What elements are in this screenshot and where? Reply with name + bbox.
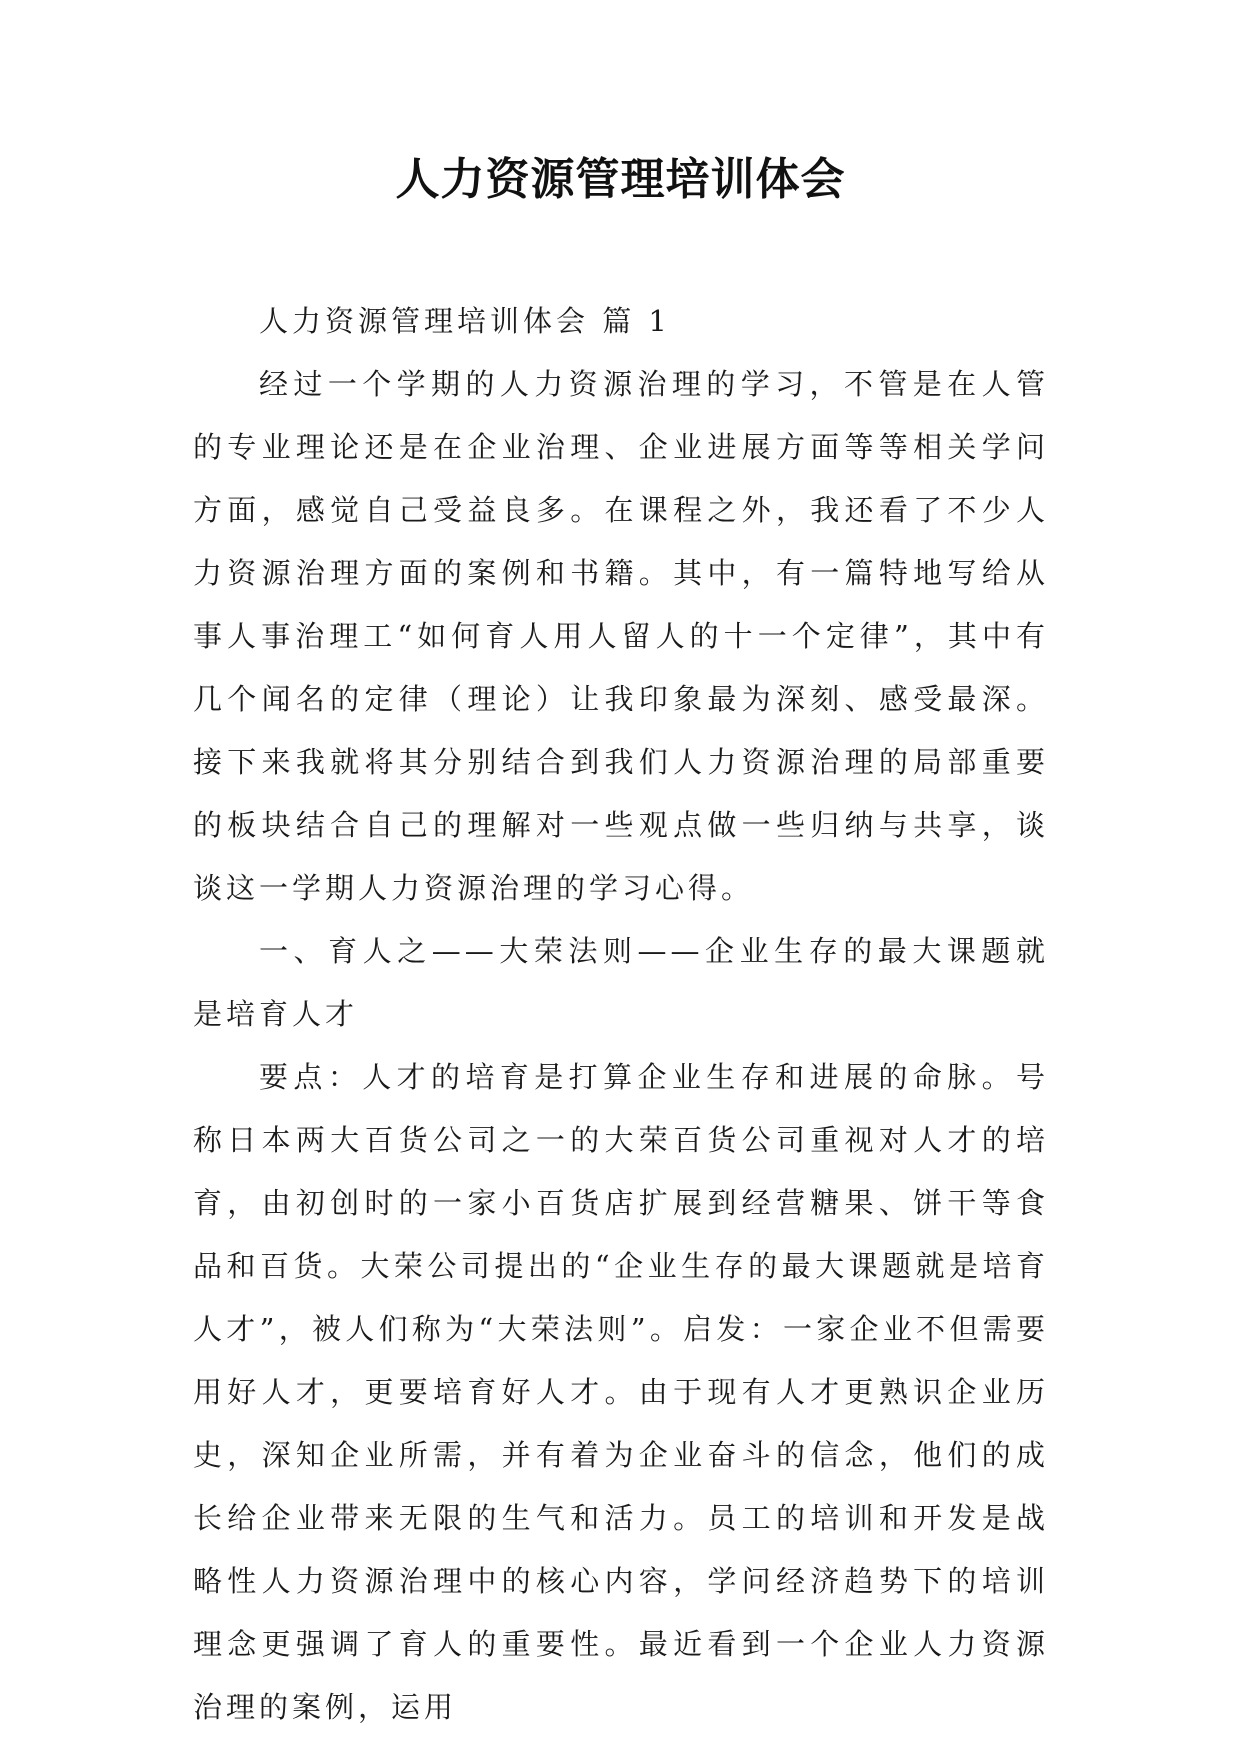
paragraph: 要点：人才的培育是打算企业生存和进展的命脉。号称日本两大百货公司之一的大荣百货公司重视对人才的培育，由初创时的一家小百货店扩展到经营糖果、饼干等食品和百货。大荣公司提出的“企业生存的最大课题就是培育人才”，被人们称为“大荣法则”。启发：一家企业不但需要用好人才，更要培育好人才。由于现有人才更熟识企业历史，深知企业所需，并有着为企业奋斗的信念，他们的成长给企业带来无限的生气和活力。员工的培训和开发是战略性人力资源治理中的核心内容，学问经济趋势下的培训理念更强调了育人的重要性。最近看到一个企业人力资源治理的案例，运用 [193,1060,1049,1724]
document-body [193,290,1049,1739]
section-heading: 人力资源管理培训体会 篇 1 [259,304,671,338]
document-title: 人力资源管理培训体会 [395,154,846,205]
subsection-heading: 一、育人之——大荣法则——企业生存的最大课题就是培育人才 [193,934,1049,1031]
paragraph: 经过一个学期的人力资源治理的学习，不管是在人管的专业理论还是在企业治理、企业进展方面等等相关学问方面，感觉自己受益良多。在课程之外，我还看了不少人力资源治理方面的案例和书籍。其中，有一篇特地写给从事人事治理工“如何育人用人留人的十一个定律”，其中有几个闻名的定律（理论）让我印象最为深刻、感受最深。接下来我就将其分别结合到我们人力资源治理的局部重要的板块结合自己的理解对一些观点做一些归纳与共享，谈谈这一学期人力资源治理的学习心得。 [193,367,1049,905]
